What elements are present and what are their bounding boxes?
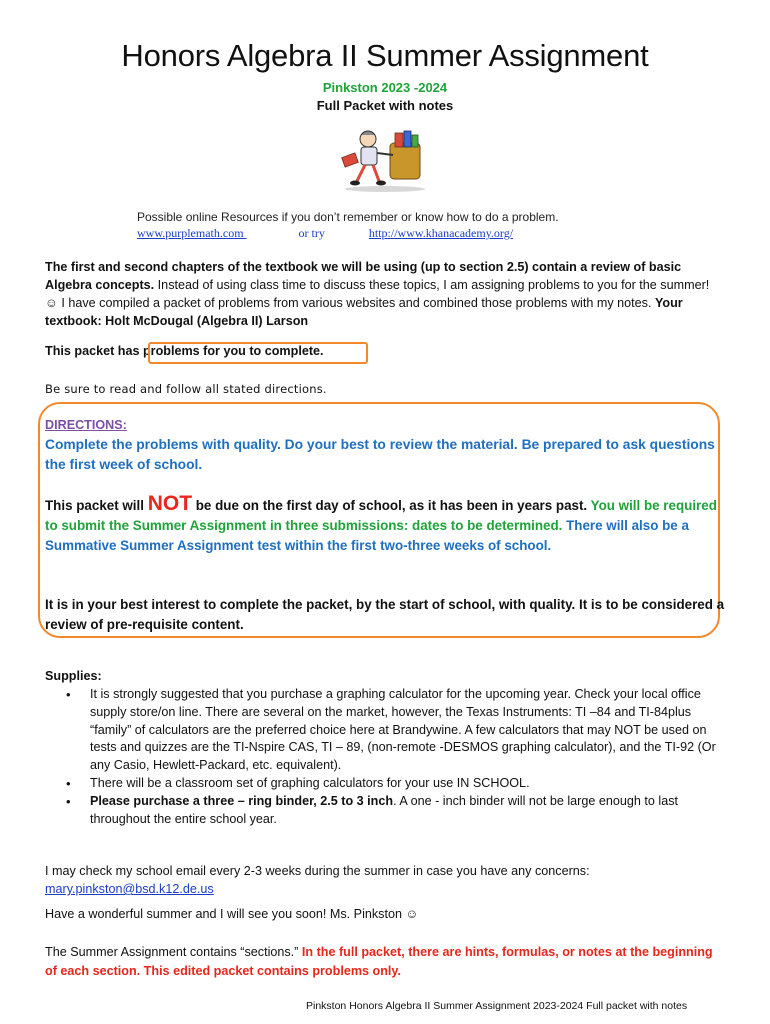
due-date-paragraph <box>45 494 727 555</box>
directions-colon: : <box>122 418 127 432</box>
intro-paragraph <box>45 258 725 330</box>
page-title: Honors Algebra II Summer Assignment <box>121 38 649 73</box>
sections-red-text: In the full packet, there are hints, formulas, or notes at the beginning of each section. This edited packet contains problems only. <box>45 945 713 978</box>
khanacademy-link[interactable]: http://www.khanacademy.org/ <box>368 226 514 240</box>
follow-directions-line: Be sure to read and follow all stated directions. <box>45 382 327 396</box>
or-try-text: or try <box>298 226 325 240</box>
highlight-box-problems <box>148 342 368 364</box>
email-intro-text: I may check my school email every 2-3 weeks during the summer in case you have any concerns: <box>45 864 590 878</box>
binder-rest-text: . A one - inch binder will not be large enough to last throughout the entire school year. <box>90 793 679 826</box>
packet-subtitle: Full Packet with notes <box>316 98 454 113</box>
student-with-books-illustration <box>335 125 435 195</box>
binder-bold-text: Please purchase a three – ring binder, 2.5 to 3 inch <box>90 793 394 808</box>
directions-text: Complete the problems with quality. Do your best to review the material. Be prepared to ask questions the first week of school. <box>45 437 715 472</box>
best-interest-paragraph: It is in your best interest to complete the packet, by the start of school, with quality. It is to be considered a review of pre-requisite content. <box>45 597 725 632</box>
list-item <box>62 793 722 829</box>
directions-label-text: DIRECTIONS <box>45 418 123 432</box>
resource-links <box>137 226 513 241</box>
page-footer: Pinkston Honors Algebra II Summer Assignment 2023-2024 Full packet with notes <box>306 1000 688 1012</box>
not-emphasis: NOT <box>147 492 193 515</box>
purplemath-link[interactable]: www.purplemath.com <box>137 226 247 240</box>
list-item: • There will be a classroom set of graphing calculators for your use IN SCHOOL. <box>62 775 722 793</box>
packet-line: This packet has problems for you to complete. <box>45 344 324 358</box>
directions-label <box>45 418 127 432</box>
textbook-text: Your textbook: Holt McDougal (Algebra II) Larson <box>45 296 683 328</box>
email-paragraph <box>45 862 725 898</box>
summative-test-text: There will also be a Summative Summer Assignment test within the first two-three weeks of school. <box>45 517 689 553</box>
due-text-1: This packet will <box>45 498 148 513</box>
school-year-subtitle: Pinkston 2023 -2024 <box>322 80 448 95</box>
supplies-list <box>62 686 722 828</box>
list-item: • It is strongly suggested that you purchase a graphing calculator for the upcoming year. Check your local office supply store/on line. There are several on the market, however, the Texas Instruments: TI –84 and TI-84plus “family” of calculators are the preferred choice here at Brandywine. A few calculators that may NOT be used on tests and quizzes are the TI-Nspire CAS, TI – 89, (non-remote -DESMOS graphing calculator), and the TI-92 (Or any Casio, Hewlett-Packard, etc. equivalent). <box>62 686 722 775</box>
sections-normal-text: The Summer Assignment contains “sections.” <box>45 945 302 959</box>
supplies-label: Supplies: <box>45 669 102 683</box>
intro-normal-text: Instead of using class time to discuss these topics, I am assigning problems to you for the summer! ☺ I have compiled a packet of problems from various websites and combined those problems with my notes. <box>45 278 710 310</box>
email-link[interactable]: mary.pinkston@bsd.k12.de.us <box>45 882 214 896</box>
submissions-text: You will be required to submit the Summer Assignment in three submissions: dates to be determined. <box>45 498 717 533</box>
intro-bold-text: The first and second chapters of the textbook we will be using (up to section 2.5) contain a review of basic Algebra concepts. <box>45 260 682 292</box>
sections-paragraph <box>45 943 725 980</box>
due-text-2: be due on the first day of school, as it has been in years past. <box>192 498 591 513</box>
resources-intro: Possible online Resources if you don’t remember or know how to do a problem. <box>137 210 559 224</box>
closing-line: Have a wonderful summer and I will see you soon! Ms. Pinkston ☺ <box>45 907 419 921</box>
